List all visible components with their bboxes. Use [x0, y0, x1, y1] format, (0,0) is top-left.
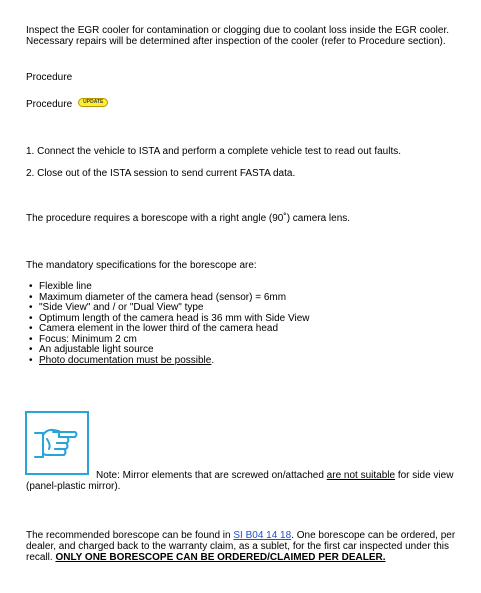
step-2: 2. Close out of the ISTA session to send current FASTA data. — [26, 168, 296, 179]
list-item: • Camera element in the lower third of the camera head — [29, 323, 279, 334]
procedure-heading-label: Procedure — [26, 99, 73, 110]
list-item: • Flexible line — [29, 281, 92, 292]
list-item: • Focus: Minimum 2 cm — [29, 333, 137, 345]
specs-heading: The mandatory specifications for the borescope are: — [26, 260, 257, 271]
update-badge: UPDATE — [78, 98, 108, 107]
list-item: • An adjustable light source — [29, 344, 154, 355]
spec-photo-underlined: Photo documentation must be possible — [39, 354, 212, 366]
list-item: • Maximum diameter of the camera head (sensor) = 6mm — [29, 291, 287, 303]
specs-list — [26, 282, 310, 366]
procedure-heading: Procedure — [26, 72, 73, 83]
borescope-limit-notice: ONLY ONE BORESCOPE CAN BE ORDERED/CLAIMED PER DEALER. — [55, 552, 386, 563]
intro-paragraph: Inspect the EGR cooler for contamination or clogging due to coolant loss inside the EGR cooler. Necessary repairs will be determined after inspection of the cooler (refer to Procedure section). — [26, 25, 450, 47]
list-item: • Optimum length of the camera head is 36 mm with Side View — [29, 312, 310, 324]
si-bulletin-link[interactable]: SI B04 14 18 — [233, 530, 292, 541]
note-paragraph: Note: Mirror elements that are screwed on/attached are not suitable for side view (panel-plastic mirror). — [26, 470, 454, 492]
not-suitable-underlined: are not suitable — [326, 470, 396, 481]
step-1: 1. Connect the vehicle to ISTA and perform a complete vehicle test to read out faults. — [26, 146, 402, 157]
list-item: • "Side View" and / or "Dual View" type — [29, 302, 204, 313]
procedure-heading-updated — [26, 99, 466, 110]
borescope-requirement: The procedure requires a borescope with a right angle (90˚) camera lens. — [26, 213, 351, 224]
list-item: • Photo documentation must be possible. — [29, 354, 215, 366]
recommendation-paragraph: The recommended borescope can be found in SI B04 14 18. One borescope can be ordered, per dealer, and charged back to the warranty claim, as a sublet, for the first car inspected under this recall. ONLY ONE BORESCOPE CAN BE ORDERED/CLAIMED PER DEALER. — [26, 530, 456, 563]
pointing-hand-icon — [25, 411, 89, 475]
